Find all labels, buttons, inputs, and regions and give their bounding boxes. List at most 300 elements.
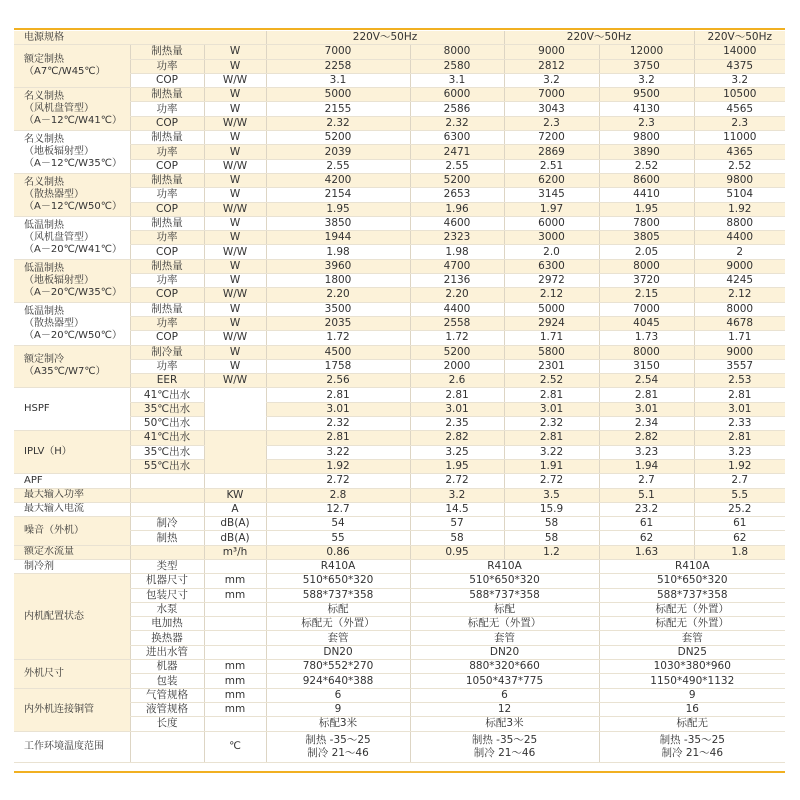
table-cell: 2136 [410, 274, 504, 288]
table-cell: 2.12 [694, 288, 785, 302]
table-cell: 54 [266, 517, 410, 531]
table-cell: 1.8 [694, 545, 785, 559]
table-cell: W [204, 345, 266, 359]
table-cell: dB(A) [204, 531, 266, 545]
table-cell: 6300 [504, 259, 599, 273]
table-cell: 3043 [504, 102, 599, 116]
table-cell: 2.52 [694, 159, 785, 173]
table-cell: 3.2 [599, 73, 694, 87]
table-row [14, 559, 785, 573]
table-cell: 2.7 [694, 474, 785, 488]
table-cell: DN20 [266, 645, 410, 659]
table-cell: 588*737*358 [599, 588, 785, 602]
table-row [14, 717, 785, 731]
table-cell: mm [204, 702, 266, 716]
table-cell: 2.20 [410, 288, 504, 302]
table-cell: 35℃出水 [130, 402, 204, 416]
table-row [14, 145, 785, 159]
table-cell: 2.81 [599, 388, 694, 402]
table-cell: 9500 [599, 88, 694, 102]
table-cell: 50℃出水 [130, 417, 204, 431]
table-cell: 2558 [410, 316, 504, 330]
table-cell: 6000 [504, 216, 599, 230]
table-cell: 16 [599, 702, 785, 716]
table-cell: mm [204, 574, 266, 588]
table-cell: 9 [266, 702, 410, 716]
table-cell: KW [204, 488, 266, 502]
table-cell: 0.86 [266, 545, 410, 559]
table-cell: 1.95 [266, 202, 410, 216]
table-cell: 标配无（外置） [599, 617, 785, 631]
table-cell: 3145 [504, 188, 599, 202]
table-cell [204, 559, 266, 573]
table-cell: W [204, 316, 266, 330]
table-cell: 2.81 [266, 388, 410, 402]
table-cell: 3500 [266, 302, 410, 316]
table-cell: W [204, 173, 266, 187]
table-cell: 3.25 [410, 445, 504, 459]
table-cell: 长度 [130, 717, 204, 731]
table-row [14, 374, 785, 388]
table-cell: 制热量 [130, 216, 204, 230]
table-row [14, 502, 785, 516]
table-cell: COP [130, 245, 204, 259]
table-cell: 5200 [266, 131, 410, 145]
table-cell: 4678 [694, 316, 785, 330]
table-cell: A [204, 502, 266, 516]
table-cell: 功率 [130, 59, 204, 73]
table-cell [130, 731, 204, 762]
table-cell: 3.2 [410, 488, 504, 502]
table-cell: 制热量 [130, 173, 204, 187]
table-cell: 2.82 [599, 431, 694, 445]
table-row [14, 73, 785, 87]
table-row [14, 359, 785, 373]
table-cell: 58 [504, 531, 599, 545]
table-cell: 7200 [504, 131, 599, 145]
table-cell: 2.15 [599, 288, 694, 302]
row-group-label: 低温制热 （散热器型） （A－20℃/W50℃） [14, 302, 130, 345]
table-cell: 功率 [130, 316, 204, 330]
table-cell: 1050*437*775 [410, 674, 599, 688]
table-cell: 2.56 [266, 374, 410, 388]
table-cell: 制冷 [130, 517, 204, 531]
table-cell: 2.3 [694, 116, 785, 130]
table-row [14, 574, 785, 588]
table-cell: 制热量 [130, 131, 204, 145]
table-cell: 5104 [694, 188, 785, 202]
table-cell: 2924 [504, 316, 599, 330]
table-cell: 5000 [266, 88, 410, 102]
table-cell: 功率 [130, 145, 204, 159]
row-group-label: 噪音（外机） [14, 517, 130, 546]
table-cell: 3.01 [410, 402, 504, 416]
table-cell: 9 [599, 688, 785, 702]
table-cell: 8600 [599, 173, 694, 187]
row-group-label: 低温制热 （风机盘管型） （A－20℃/W41℃） [14, 216, 130, 259]
table-cell: 2471 [410, 145, 504, 159]
table-cell: 3750 [599, 59, 694, 73]
table-cell: 功率 [130, 231, 204, 245]
table-cell: 2.72 [266, 474, 410, 488]
row-group-label: 额定水流量 [14, 545, 130, 559]
table-cell: 3.22 [266, 445, 410, 459]
table-cell: 类型 [130, 559, 204, 573]
table-cell: 3.23 [599, 445, 694, 459]
table-cell: 14.5 [410, 502, 504, 516]
table-row [14, 445, 785, 459]
table-cell: 3150 [599, 359, 694, 373]
table-cell [130, 488, 204, 502]
table-row [14, 188, 785, 202]
table-cell: 1.71 [504, 331, 599, 345]
table-cell: COP [130, 159, 204, 173]
table-cell: 4245 [694, 274, 785, 288]
table-cell [204, 431, 266, 474]
table-cell: 15.9 [504, 502, 599, 516]
row-group-label: 内机配置状态 [14, 574, 130, 660]
table-cell: 61 [599, 517, 694, 531]
table-cell: 8000 [599, 345, 694, 359]
table-cell: 8000 [410, 45, 504, 59]
table-cell: 水泵 [130, 602, 204, 616]
table-cell: 1.91 [504, 459, 599, 473]
table-cell: 2.81 [266, 431, 410, 445]
table-cell: COP [130, 288, 204, 302]
table-cell: 5.1 [599, 488, 694, 502]
table-cell: 9000 [504, 45, 599, 59]
table-cell: mm [204, 688, 266, 702]
table-cell: 功率 [130, 274, 204, 288]
table-row [14, 545, 785, 559]
table-cell: W [204, 102, 266, 116]
table-cell: 6 [410, 688, 599, 702]
table-cell: W [204, 188, 266, 202]
table-cell: 2154 [266, 188, 410, 202]
table-cell: 制热 -35～25 制冷 21～46 [599, 731, 785, 762]
table-cell: W/W [204, 159, 266, 173]
table-cell: 功率 [130, 102, 204, 116]
table-cell: 机器尺寸 [130, 574, 204, 588]
table-cell: 2586 [410, 102, 504, 116]
table-row [14, 588, 785, 602]
table-row [14, 288, 785, 302]
table-cell [130, 502, 204, 516]
table-cell: W/W [204, 245, 266, 259]
table-cell: 套管 [410, 631, 599, 645]
table-row [14, 645, 785, 659]
table-cell: 2.05 [599, 245, 694, 259]
table-cell: 4045 [599, 316, 694, 330]
table-row [14, 602, 785, 616]
table-cell: W/W [204, 374, 266, 388]
table-row [14, 245, 785, 259]
table-cell: 9000 [694, 345, 785, 359]
table-cell: 3890 [599, 145, 694, 159]
table-cell: 2.81 [504, 388, 599, 402]
table-cell: 1.98 [266, 245, 410, 259]
table-cell: 4400 [410, 302, 504, 316]
table-cell: 55℃出水 [130, 459, 204, 473]
table-cell: 25.2 [694, 502, 785, 516]
table-cell: 2.72 [504, 474, 599, 488]
table-cell: 机器 [130, 660, 204, 674]
table-row [14, 631, 785, 645]
table-cell: 1.98 [410, 245, 504, 259]
table-cell: 14000 [694, 45, 785, 59]
table-cell: 2.52 [599, 159, 694, 173]
table-row [14, 474, 785, 488]
table-row [14, 688, 785, 702]
table-row [14, 488, 785, 502]
table-cell: 220V～50Hz [694, 31, 785, 45]
table-cell: 9800 [694, 173, 785, 187]
table-cell: 3000 [504, 231, 599, 245]
row-group-label: 额定制热 （A7℃/W45℃） [14, 45, 130, 88]
table-cell: 套管 [599, 631, 785, 645]
table-cell [204, 617, 266, 631]
table-cell: 9800 [599, 131, 694, 145]
table-cell: 62 [694, 531, 785, 545]
table-cell: 电加热 [130, 617, 204, 631]
table-cell: 12000 [599, 45, 694, 59]
table-cell: 4565 [694, 102, 785, 116]
table-cell: COP [130, 202, 204, 216]
table-cell: 220V～50Hz [504, 31, 694, 45]
table-cell: 2.8 [266, 488, 410, 502]
table-cell: 23.2 [599, 502, 694, 516]
table-cell: 4500 [266, 345, 410, 359]
table-row [14, 102, 785, 116]
table-cell: 2.81 [504, 431, 599, 445]
table-cell: 62 [599, 531, 694, 545]
table-cell [204, 717, 266, 731]
row-group-label: HSPF [14, 388, 130, 431]
row-group-label: 最大输入电流 [14, 502, 130, 516]
table-cell [130, 545, 204, 559]
table-cell: 4130 [599, 102, 694, 116]
table-cell: 2.82 [410, 431, 504, 445]
table-cell: 2.32 [266, 116, 410, 130]
row-group-label: 外机尺寸 [14, 660, 130, 689]
table-cell: 2.32 [266, 417, 410, 431]
table-cell: 57 [410, 517, 504, 531]
table-cell: 1150*490*1132 [599, 674, 785, 688]
table-row [14, 316, 785, 330]
table-cell: 1.73 [599, 331, 694, 345]
table-row [14, 331, 785, 345]
table-cell: 3557 [694, 359, 785, 373]
table-row [14, 116, 785, 130]
row-group-label: 工作环境温度范围 [14, 731, 130, 762]
table-cell: 1.2 [504, 545, 599, 559]
table-cell: 3.2 [504, 73, 599, 87]
table-row [14, 274, 785, 288]
table-row [14, 88, 785, 102]
table-cell: 35℃出水 [130, 445, 204, 459]
table-cell: 包装 [130, 674, 204, 688]
table-cell: 1.63 [599, 545, 694, 559]
table-cell: 1.72 [266, 331, 410, 345]
table-cell: 780*552*270 [266, 660, 410, 674]
table-cell: 3960 [266, 259, 410, 273]
row-group-label: 制冷剂 [14, 559, 130, 573]
table-cell: dB(A) [204, 517, 266, 531]
table-cell: 2.72 [410, 474, 504, 488]
table-cell: 1.92 [694, 459, 785, 473]
row-group-label: 名义制热 （风机盘管型） （A－12℃/W41℃） [14, 88, 130, 131]
table-cell: mm [204, 588, 266, 602]
table-cell: 换热器 [130, 631, 204, 645]
table-cell: W/W [204, 331, 266, 345]
table-cell: 2.55 [266, 159, 410, 173]
table-cell: 标配无 [599, 717, 785, 731]
table-cell: 1758 [266, 359, 410, 373]
row-group-label: APF [14, 474, 130, 488]
table-cell: 4400 [694, 231, 785, 245]
table-cell: 液管规格 [130, 702, 204, 716]
table-cell: W/W [204, 73, 266, 87]
table-row [14, 31, 785, 45]
table-cell: W [204, 359, 266, 373]
table-row [14, 173, 785, 187]
table-cell: 1.92 [694, 202, 785, 216]
table-cell [204, 388, 266, 431]
table-cell: 8800 [694, 216, 785, 230]
table-row [14, 159, 785, 173]
table-row [14, 59, 785, 73]
table-cell [204, 474, 266, 488]
table-cell: W [204, 259, 266, 273]
table-cell: 5200 [410, 173, 504, 187]
table-cell: 8000 [694, 302, 785, 316]
table-cell: 2 [694, 245, 785, 259]
table-cell: COP [130, 116, 204, 130]
table-cell: 制热量 [130, 45, 204, 59]
table-cell: 2812 [504, 59, 599, 73]
table-cell: 5.5 [694, 488, 785, 502]
table-cell: 6300 [410, 131, 504, 145]
table-row [14, 702, 785, 716]
table-cell: 3805 [599, 231, 694, 245]
table-row [14, 459, 785, 473]
table-cell: 2039 [266, 145, 410, 159]
table-cell: 924*640*388 [266, 674, 410, 688]
table-row [14, 45, 785, 59]
table-cell: 588*737*358 [266, 588, 410, 602]
table-cell: 3.2 [694, 73, 785, 87]
table-cell: 12 [410, 702, 599, 716]
table-cell: 2155 [266, 102, 410, 116]
table-cell: 220V～50Hz [266, 31, 504, 45]
table-cell: 0.95 [410, 545, 504, 559]
table-cell: 2.12 [504, 288, 599, 302]
table-cell: 3.5 [504, 488, 599, 502]
table-cell: 3.01 [599, 402, 694, 416]
table-cell: 1944 [266, 231, 410, 245]
table-cell: 1.97 [504, 202, 599, 216]
table-cell: 2972 [504, 274, 599, 288]
table-cell: ℃ [204, 731, 266, 762]
table-row [14, 216, 785, 230]
table-cell: 11000 [694, 131, 785, 145]
table-cell: 5200 [410, 345, 504, 359]
table-row [14, 259, 785, 273]
table-cell: W [204, 216, 266, 230]
table-cell: 3850 [266, 216, 410, 230]
table-cell: 制热量 [130, 259, 204, 273]
row-group-label: 低温制热 （地板辐射型） （A－20℃/W35℃） [14, 259, 130, 302]
table-cell [204, 602, 266, 616]
table-cell: 7000 [266, 45, 410, 59]
table-cell: W [204, 59, 266, 73]
table-cell: 制热量 [130, 88, 204, 102]
table-cell: 2000 [410, 359, 504, 373]
table-cell: R410A [266, 559, 410, 573]
table-cell: 510*650*320 [599, 574, 785, 588]
table-row [14, 417, 785, 431]
table-cell: 10500 [694, 88, 785, 102]
table-cell: 2.3 [504, 116, 599, 130]
table-cell: 1.96 [410, 202, 504, 216]
table-cell: 6200 [504, 173, 599, 187]
bottom-accent-line [14, 771, 785, 773]
table-cell: 制热 -35～25 制冷 21～46 [410, 731, 599, 762]
table-cell [204, 645, 266, 659]
table-cell: W/W [204, 202, 266, 216]
table-cell: 1.71 [694, 331, 785, 345]
table-cell: 58 [504, 517, 599, 531]
table-cell: 2.35 [410, 417, 504, 431]
row-group-label: 最大输入功率 [14, 488, 130, 502]
table-cell: 2869 [504, 145, 599, 159]
table-row [14, 302, 785, 316]
table-cell: 2.54 [599, 374, 694, 388]
row-group-label: 内外机连接铜管 [14, 688, 130, 731]
row-group-label: IPLV（H） [14, 431, 130, 474]
table-cell: 标配3米 [410, 717, 599, 731]
row-group-label: 电源规格 [14, 31, 266, 45]
table-cell: W [204, 231, 266, 245]
row-group-label: 额定制冷 （A35℃/W7℃） [14, 345, 130, 388]
table-cell: 2301 [504, 359, 599, 373]
table-cell: 2.81 [694, 388, 785, 402]
table-row [14, 202, 785, 216]
table-cell: 6 [266, 688, 410, 702]
table-cell: 标配无（外置） [266, 617, 410, 631]
table-cell: 2.51 [504, 159, 599, 173]
table-cell: 7800 [599, 216, 694, 230]
table-cell: 8000 [599, 259, 694, 273]
table-row [14, 531, 785, 545]
table-cell: 气管规格 [130, 688, 204, 702]
table-cell: mm [204, 660, 266, 674]
table-cell: 标配无（外置） [410, 617, 599, 631]
row-group-label: 名义制热 （散热器型） （A－12℃/W50℃） [14, 173, 130, 216]
table-cell: 5800 [504, 345, 599, 359]
table-cell: 2.32 [410, 116, 504, 130]
table-cell: 2.3 [599, 116, 694, 130]
table-cell: m³/h [204, 545, 266, 559]
table-cell: 制冷量 [130, 345, 204, 359]
spec-table [14, 31, 785, 763]
table-cell: 标配3米 [266, 717, 410, 731]
table-cell: 61 [694, 517, 785, 531]
table-cell: 2580 [410, 59, 504, 73]
table-cell: 4365 [694, 145, 785, 159]
table-cell [204, 631, 266, 645]
table-cell: 2.53 [694, 374, 785, 388]
